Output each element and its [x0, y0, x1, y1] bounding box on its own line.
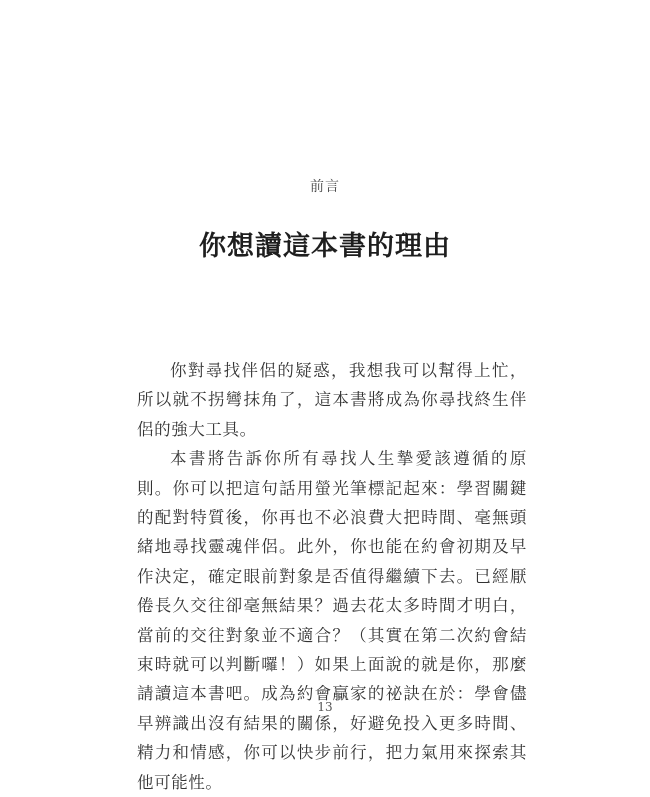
chapter-title: 你想讀這本書的理由 [199, 231, 451, 262]
section-label: 前言 [310, 179, 340, 195]
paragraph: 你對尋找伴侶的疑惑，我想我可以幫得上忙，所以就不拐彎抹角了，這本書將成為你尋找終生伴侶的強大工具。 [137, 361, 527, 439]
paragraph: 本書將告訴你所有尋找人生摯愛該遵循的原則。你可以把這句話用螢光筆標記起來：學習關鍵的配對特質後，你再也不必浪費大把時間、毫無頭緒地尋找靈魂伴侶。此外，你也能在約會初期及早作決定，確定眼前對象是否值得繼續下去。已經厭倦長久交往卻毫無結果？過去花太多時間才明白，當前的交往對象並不適合？（其實在第二次約會結束時就可以判斷囉！）如果上面說的就是你，那麼請讀這本書吧。成為約會贏家的祕訣在於：學會儘早辨識出沒有結果的關係，好避免投入更多時間、精力和情感，你可以快步前行，把力氣用來探索其他可能性。 [137, 449, 527, 792]
page-number: 13 [317, 700, 333, 714]
body-text [137, 356, 527, 797]
